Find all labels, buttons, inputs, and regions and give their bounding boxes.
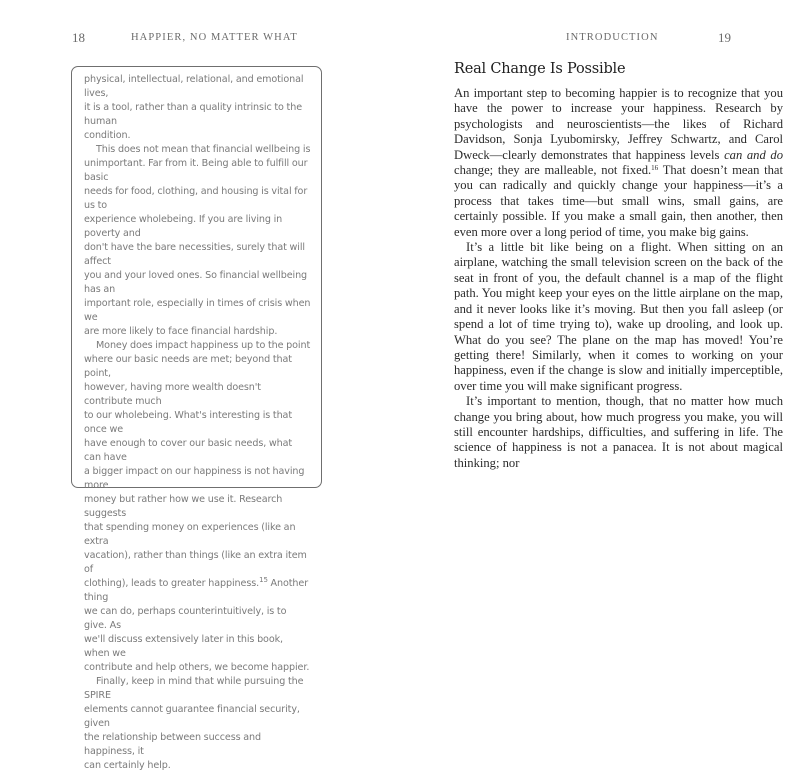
page-number-right: 19 <box>718 30 731 45</box>
emphasis-text: can and do <box>724 147 783 162</box>
left-page <box>0 0 400 771</box>
body-text <box>454 86 783 471</box>
page-number-left: 18 <box>72 30 85 45</box>
sidebar-paragraph-4: Finally, keep in mind that while pursuing the SPIRE elements cannot guarantee financial security, given the relationship between success and happiness, it can certainly help. <box>84 676 304 771</box>
section-heading: Real Change Is Possible <box>454 61 626 77</box>
body-paragraph-1: An important step to becoming happier is to recognize that you have the power to increase your happiness. Research by psychologists and neuroscientists—the likes of Richard Davidson, Sonja Lyubomirsky, Jeffrey Schwartz, and Carol Dweck—clearly demonstrates that happiness levels can and do change; they are malleable, not fixed.$^{16}$ That doesn’t mean that you can radically and quickly change your happiness—it’s a process that takes time—but small wins, small gains, are certainly possible. If you make a small gain, then another, then even more over a long period of time, you make big gains. <box>454 86 784 239</box>
body-paragraph-2: It’s a little bit like being on a flight. When sitting on an airplane, watching the small television screen on the back of the seat in front of you, the default channel is a map of the flight path. You might keep your eyes on the little airplane on the map, and it never looks like it’s moving. But then you fall asleep (or spend a lot of time trying to), wake up drooling, and look up. What do you see? The plane on the map has moved! You’re getting there! Similarly, when it comes to working on your happiness, even if the change is slow and initially imperceptible, over time you will make significant progress. <box>454 240 783 393</box>
sidebar-paragraph-2: This does not mean that financial wellbeing is unimportant. Far from it. Being able to fulfill our basic needs for food, clothing, and housing is vital for us to experience wholebeing. If you are living in poverty and don't have the bare necessities, surely that will affect you and your loved ones. So financial wellbeing has an important role, especially in times of crisis when we are more likely to face financial hardship. <box>84 144 311 337</box>
running-head-chapter: INTRODUCTION <box>566 32 659 43</box>
sidebar-paragraph-1: physical, intellectual, relational, and emotional lives, it is a tool, rather than a quality intrinsic to the human condition. <box>84 74 304 141</box>
footnote-ref-16[interactable]: 16 <box>651 164 659 173</box>
running-head-book-title: HAPPIER, NO MATTER WHAT <box>131 32 298 43</box>
footnote-ref-15[interactable]: 15 <box>259 576 268 584</box>
body-paragraph-3: It’s important to mention, though, that no matter how much change you bring about, how much progress you make, you will still encounter hardships, difficulties, and suffering in life. The science of happiness is not a panacea. It is not about magical thinking; nor <box>454 394 783 470</box>
sidebar-paragraph-3: Money does impact happiness up to the point where our basic needs are met; beyond that point, however, having more wealth doesn't contribute much to our wholebeing. What's interesting is that once we have enough to cover our basic needs, what can have a bigger impact on our happiness is not having more money but rather how we use it. Research suggests that spending money on experiences (like an extra vacation), rather than things (like an extra item of clothing), leads to greater happiness.$^{15}$ Another thing we can do, perhaps counterintuitively, is to give. As we'll discuss extensively later in this book, when we contribute and help others, we become happier. <box>84 340 311 673</box>
sidebar-box <box>71 66 322 771</box>
